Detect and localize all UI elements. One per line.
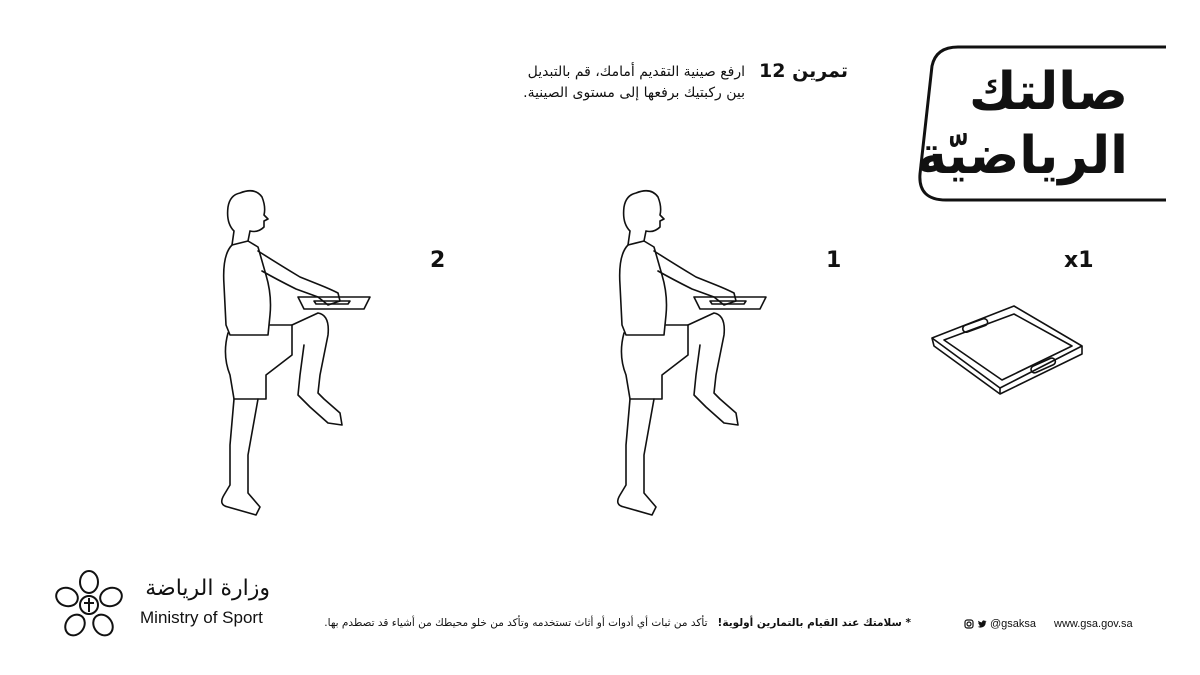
figure-step-2: [200, 185, 390, 525]
ministry-name-english: Ministry of Sport: [140, 608, 263, 627]
website-link[interactable]: www.gsa.gov.sa: [1054, 618, 1133, 630]
title-line-1: صالتك: [969, 62, 1128, 122]
ministry-emblem-icon: [54, 570, 124, 640]
safety-note: [324, 617, 911, 629]
instruction-line-1: ارفع صينية التقديم أمامك، قم بالتبديل: [527, 64, 745, 80]
social-handle-text: @gsaksa: [990, 618, 1037, 630]
step-2-number: 2: [430, 248, 446, 273]
equipment-quantity: x1: [1064, 248, 1094, 273]
exercise-label: تمرين 12: [759, 60, 848, 82]
instruction-line-2: بين ركبتيك برفعها إلى مستوى الصينية.: [523, 85, 745, 101]
ministry-name-arabic: وزارة الرياضة: [145, 576, 270, 601]
tray-icon: [926, 300, 1086, 395]
safety-note-text: تأكد من ثبات أي أدوات أو أثاث تستخدمه وتأكد من خلو محيطك من أشياء قد تصطدم بها.: [324, 617, 708, 629]
social-handle[interactable]: [964, 618, 1036, 630]
twitter-icon: [977, 619, 987, 629]
safety-note-bold: * سلامتك عند القيام بالتمارين أولوية!: [717, 617, 911, 629]
instagram-icon: [964, 619, 974, 629]
exercise-instructions: [480, 62, 745, 104]
figure-step-1: [596, 185, 786, 525]
title-line-2: الرياضيّة: [916, 126, 1128, 186]
title-badge: [918, 44, 1168, 202]
step-1-number: 1: [826, 248, 842, 273]
